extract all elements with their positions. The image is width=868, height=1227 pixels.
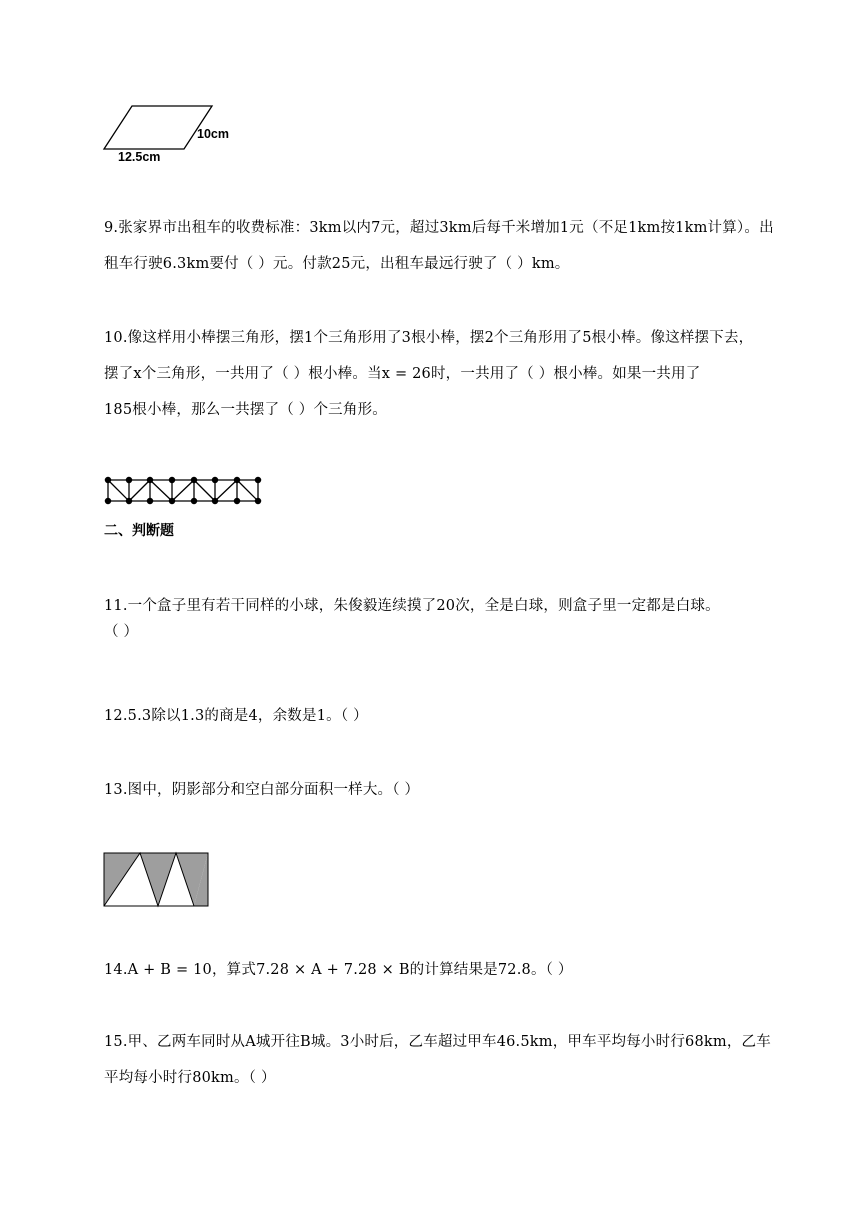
parallelogram-base-label: 12.5cm: [118, 150, 161, 164]
question-13-line-1: 13.图中，阴影部分和空白部分面积一样大。（ ）: [104, 782, 420, 798]
question-10-line-1: 10.像这样用小棒摆三角形，摆1个三角形用了3根小棒，摆2个三角形用了5根小棒。像这样摆下去，: [104, 330, 754, 346]
question-9-line-1: 9.张家界市出租车的收费标准：3km以内7元，超过3km后每千米增加1元（不足1km按1km计算）。出: [104, 220, 774, 236]
question-11-line-2: （ ）: [104, 624, 139, 640]
question-11: [104, 588, 720, 650]
question-9-line-2: 租车行驶6.3km要付（ ）元。付款25元，出租车最远行驶了（ ）km。: [104, 256, 570, 272]
question-14-line-1: 14.A + B = 10，算式7.28 × A + 7.28 × B的计算结果是72.8。（ ）: [104, 962, 573, 978]
question-15-line-2: 平均每小时行80km。（ ）: [104, 1070, 276, 1086]
question-13: [104, 772, 419, 808]
question-10-line-2: 摆了x个三角形，一共用了（ ）根小棒。当x = 26时，一共用了（ ）根小棒。如果一共用了: [104, 366, 701, 382]
question-10-line-3: 185根小棒，那么一共摆了（ ）个三角形。: [104, 402, 387, 418]
question-9: [104, 210, 774, 282]
question-15-line-1: 15.甲、乙两车同时从A城开往B城。3小时后，乙车超过甲车46.5km，甲车平均每小时行68km，乙车: [104, 1034, 771, 1050]
stick-triangles-figure: [100, 472, 270, 512]
shaded-area-figure: [102, 850, 214, 910]
question-11-line-1: 11.一个盒子里有若干同样的小球，朱俊毅连续摸了20次，全是白球，则盒子里一定都是白球。: [104, 598, 720, 614]
question-15: [104, 1024, 771, 1096]
question-10: [104, 320, 753, 428]
question-12-line-1: 12.5.3除以1.3的商是4，余数是1。（ ）: [104, 708, 368, 724]
question-14: [104, 952, 573, 988]
question-12: [104, 698, 368, 734]
section-2-title: 二、判断题: [104, 523, 174, 539]
parallelogram-side-label: 10cm: [197, 127, 229, 141]
